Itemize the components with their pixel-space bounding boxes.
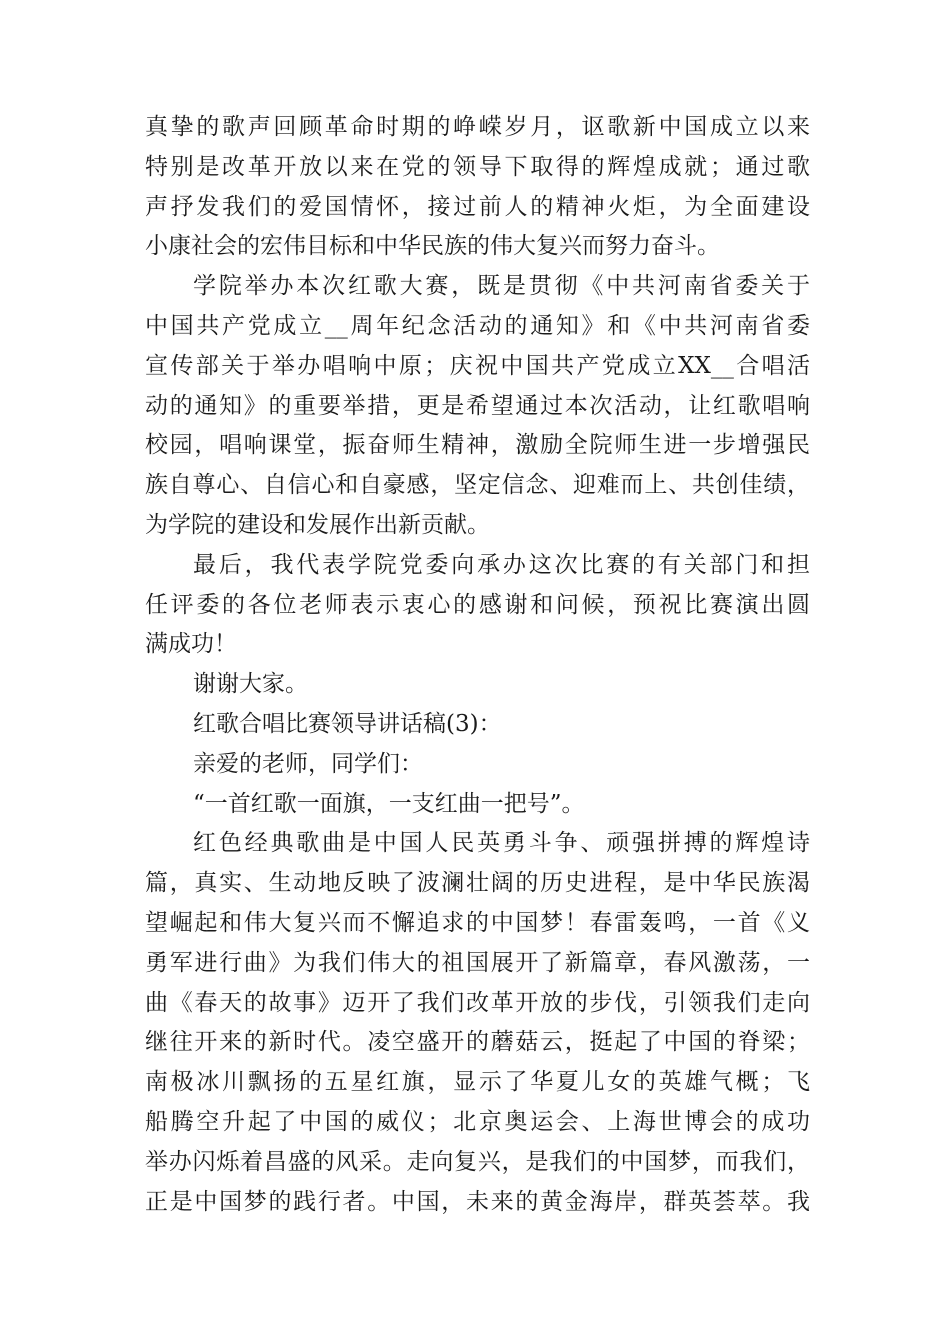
text-line: 族自尊心、自信心和自豪感，坚定信念、迎难而上、共创佳绩，: [145, 472, 810, 499]
text-line: 满成功！: [145, 631, 237, 658]
text-line: 任评委的各位老师表示衷心的感谢和问候，预祝比赛演出圆: [145, 591, 810, 618]
text-line: 亲爱的老师，同学们：: [193, 750, 423, 777]
text-line: 特别是改革开放以来在党的领导下取得的辉煌成就；通过歌: [145, 153, 810, 180]
text-line: 真挚的歌声回顾革命时期的峥嵘岁月，讴歌新中国成立以来: [145, 114, 810, 140]
text-line: 勇军进行曲》为我们伟大的祖国展开了新篇章，春风激荡，一: [145, 949, 810, 976]
text-line: 南极冰川飘扬的五星红旗，显示了华夏儿女的英雄气概；飞: [145, 1069, 810, 1096]
text-line: 声抒发我们的爱国情怀，接过前人的精神火炬，为全面建设: [145, 193, 810, 220]
text-line: 举办闪烁着昌盛的风采。走向复兴，是我们的中国梦，而我们，: [145, 1148, 810, 1175]
text-line: 篇，真实、生动地反映了波澜壮阔的历史进程，是中华民族渴: [145, 870, 810, 897]
text-line: 中国共产党成立__周年纪念活动的通知》和《中共河南省委: [145, 312, 810, 339]
text-line: 红色经典歌曲是中国人民英勇斗争、顽强拼搏的辉煌诗: [193, 830, 810, 857]
text-line: 动的通知》的重要举措，更是希望通过本次活动，让红歌唱响: [145, 392, 810, 419]
text-line: 为学院的建设和发展作出新贡献。: [145, 511, 490, 538]
text-line: 校园，唱响课堂，振奋师生精神，激励全院师生进一步增强民: [145, 432, 810, 459]
text-line: 正是中国梦的践行者。中国，未来的黄金海岸，群英荟萃。我: [145, 1188, 810, 1215]
text-line: “一首红歌一面旗，一支红曲一把号”。: [193, 790, 585, 817]
text-line: 宣传部关于举办唱响中原；庆祝中国共产党成立XX__合唱活: [145, 352, 810, 379]
text-line: 曲《春天的故事》迈开了我们改革开放的步伐，引领我们走向: [145, 989, 810, 1016]
text-line: 船腾空升起了中国的威仪；北京奥运会、上海世博会的成功: [145, 1108, 810, 1135]
text-line: 红歌合唱比赛领导讲话稿(3)：: [193, 710, 502, 737]
text-line: 谢谢大家。: [193, 671, 308, 698]
text-line: 学院举办本次红歌大赛，既是贯彻《中共河南省委关于: [193, 273, 810, 300]
document-page: [145, 108, 810, 1222]
text-line: 望崛起和伟大复兴而不懈追求的中国梦！春雷轰鸣，一首《义: [145, 909, 810, 936]
text-line: 小康社会的宏伟目标和中华民族的伟大复兴而努力奋斗。: [145, 233, 720, 260]
text-line: 最后，我代表学院党委向承办这次比赛的有关部门和担: [193, 551, 810, 578]
text-line: 继往开来的新时代。凌空盛开的蘑菇云，挺起了中国的脊梁；: [145, 1029, 810, 1056]
